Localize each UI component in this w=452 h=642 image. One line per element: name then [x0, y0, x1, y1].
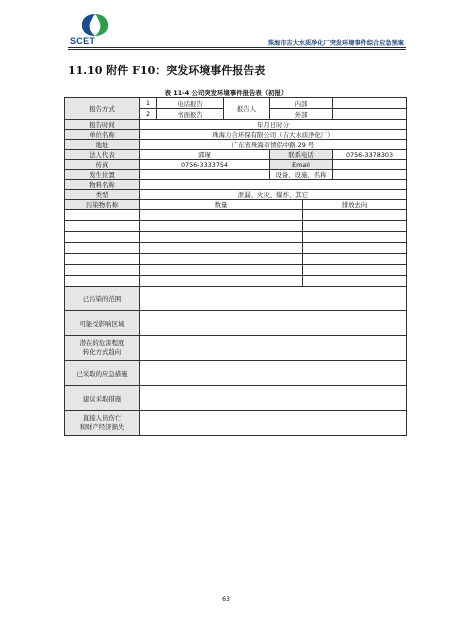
affected-area-value[interactable] — [140, 311, 407, 336]
pollutant-row — [65, 276, 407, 287]
reporter-label: 报告人 — [224, 98, 270, 120]
incident-report-table — [64, 97, 407, 436]
pollutant-row — [65, 265, 407, 276]
pollutant-quantity-cell[interactable] — [140, 243, 303, 254]
pollutant-row — [65, 254, 407, 265]
quantity-label: 数量 — [140, 200, 303, 210]
option-phone-report: 电话报告 — [157, 98, 224, 109]
report-time-label: 报告时间 — [65, 120, 140, 130]
logo-text: SCET — [70, 36, 96, 46]
option-2-number: 2 — [140, 109, 157, 120]
hazard-label-line-2: 转化方式趋向 — [82, 348, 122, 356]
pollutant-discharge-cell[interactable] — [303, 276, 407, 287]
pollutant-name-cell[interactable] — [65, 221, 140, 232]
polluted-scope-value[interactable] — [140, 287, 407, 311]
option-written-report: 书面报告 — [157, 109, 224, 120]
fax-label: 传真 — [65, 160, 140, 170]
suggested-measures-value[interactable] — [140, 386, 407, 411]
pollutant-name-cell[interactable] — [65, 232, 140, 243]
pollutant-discharge-cell[interactable] — [303, 221, 407, 232]
pollutant-quantity-cell[interactable] — [140, 265, 303, 276]
pollutant-discharge-cell[interactable] — [303, 232, 407, 243]
header-rule — [68, 47, 406, 48]
material-value[interactable] — [140, 180, 407, 190]
measures-taken-label: 已采取的应急措施 — [65, 361, 140, 386]
casualties-label-line-1: 直接人员伤亡 — [82, 413, 122, 422]
equipment-label: 设备、设施、名称 — [270, 170, 333, 180]
hazard-trend-value[interactable] — [140, 336, 407, 361]
pollutant-quantity-cell[interactable] — [140, 221, 303, 232]
fax-value: 0756-3333754 — [140, 160, 270, 170]
suggested-measures-label: 建议采取措施 — [65, 386, 140, 411]
reporter-external-value[interactable] — [333, 109, 407, 120]
address-label: 地址 — [65, 140, 140, 150]
unit-name-label: 单位名称 — [65, 130, 140, 140]
email-label: Email — [270, 160, 333, 170]
polluted-scope-label: 已污染的范围 — [65, 287, 140, 311]
section-title: 11.10 附件 F10：突发环境事件报告表 — [68, 64, 266, 77]
casualties-label-line-2: 和财产经济损失 — [79, 423, 125, 431]
measures-taken-value[interactable] — [140, 361, 407, 386]
pollutant-label: 污染物名称 — [65, 200, 140, 210]
contact-phone-label: 联系电话 — [270, 150, 333, 160]
pollutant-discharge-cell[interactable] — [303, 210, 407, 221]
pollutant-row — [65, 232, 407, 243]
pollutant-discharge-cell[interactable] — [303, 254, 407, 265]
type-value: 泄漏、火灾、爆炸、其它 — [140, 190, 407, 200]
pollutant-quantity-cell[interactable] — [140, 232, 303, 243]
page-number: 63 — [222, 596, 230, 603]
pollutant-discharge-cell[interactable] — [303, 265, 407, 276]
legal-rep-value: 郭瑾 — [140, 150, 270, 160]
option-1-number: 1 — [140, 98, 157, 109]
pollutant-name-cell[interactable] — [65, 210, 140, 221]
affected-area-label: 可能受影响区域 — [65, 311, 140, 336]
pollutant-quantity-cell[interactable] — [140, 276, 303, 287]
pollutant-quantity-cell[interactable] — [140, 210, 303, 221]
pollutant-name-cell[interactable] — [65, 276, 140, 287]
pollutant-discharge-cell[interactable] — [303, 243, 407, 254]
report-time-value[interactable]: 年月日时分 — [140, 120, 407, 130]
pollutant-name-cell[interactable] — [65, 243, 140, 254]
pollutant-row — [65, 210, 407, 221]
table-caption: 表 11-4 公司突发环境事件报告表（初报） — [164, 89, 288, 97]
legal-rep-label: 法人代表 — [65, 150, 140, 160]
reporter-internal-value[interactable] — [333, 98, 407, 109]
discharge-label: 排放去向 — [303, 200, 407, 210]
casualties-loss-value[interactable] — [140, 411, 407, 436]
document-header-title: 珠海市吉大水质净化厂突发环境事件综合应急预案 — [267, 40, 404, 47]
pollutant-row — [65, 243, 407, 254]
location-value[interactable] — [140, 170, 270, 180]
hazard-label-line-1: 潜在的危害程度 — [79, 338, 125, 347]
report-method-label: 报告方式 — [65, 98, 140, 120]
email-value[interactable] — [333, 160, 407, 170]
material-label: 物料名称 — [65, 180, 140, 190]
unit-name-value: 珠海力合环保有限公司（吉大水质净化厂） — [140, 130, 407, 140]
contact-phone-value: 0756-3378303 — [333, 150, 407, 160]
pollutant-quantity-cell[interactable] — [140, 254, 303, 265]
location-label: 发生位置 — [65, 170, 140, 180]
hazard-trend-label — [65, 336, 140, 361]
header-rule-thin — [68, 49, 406, 50]
pollutant-name-cell[interactable] — [65, 254, 140, 265]
casualties-loss-label — [65, 411, 140, 436]
reporter-external-label: 外部 — [270, 109, 333, 120]
address-value: 广东省珠海市情侣中路 29 号 — [140, 140, 407, 150]
equipment-value[interactable] — [333, 170, 407, 180]
reporter-internal-label: 内部 — [270, 98, 333, 109]
pollutant-row — [65, 221, 407, 232]
pollutant-name-cell[interactable] — [65, 265, 140, 276]
type-label: 类型 — [65, 190, 140, 200]
